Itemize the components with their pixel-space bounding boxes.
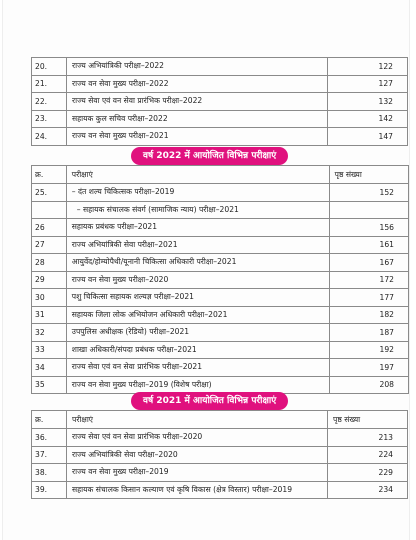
row-number: 22.	[32, 93, 67, 111]
row-number: 24.	[32, 128, 67, 146]
table-row	[32, 359, 409, 377]
row-page: 152	[329, 184, 408, 202]
col-header-num: क्र.	[32, 411, 67, 429]
row-title: राज्य सेवा एवं वन सेवा प्रारंभिक परीक्षा–2020	[67, 429, 328, 447]
row-title: राज्य वन सेवा मुख्य परीक्षा–2021	[67, 128, 328, 146]
table-row	[32, 110, 408, 128]
row-title: सहायक कुल सचिव परीक्षा–2022	[67, 110, 328, 128]
row-title: पशु चिकित्सा सहायक शल्यज्ञ परीक्षा–2021	[66, 289, 329, 307]
table-row	[32, 75, 408, 93]
table-row	[32, 324, 409, 342]
row-title: राज्य अभियांत्रिकी परीक्षा–2022	[67, 58, 328, 76]
row-page	[329, 201, 408, 219]
table-header-row	[32, 411, 408, 429]
row-page: 182	[329, 306, 408, 324]
table-row	[32, 184, 409, 202]
row-number: 36.	[32, 429, 67, 447]
col-header-num: क्र.	[32, 166, 67, 184]
row-title: राज्य वन सेवा मुख्य परीक्षा–2020	[66, 271, 329, 289]
col-header-title: परीक्षाएं	[67, 411, 328, 429]
row-number: 20.	[32, 58, 67, 76]
row-title: सहायक जिला लोक अभियोजन अधिकारी परीक्षा–2021	[66, 306, 329, 324]
section-heading-2021: वर्ष 2021 में आयोजित विभिन्न परीक्षाएं	[131, 392, 288, 410]
table-row	[32, 271, 409, 289]
row-page: 122	[328, 58, 408, 76]
row-page: 132	[328, 93, 408, 111]
row-page: 161	[329, 236, 408, 254]
row-title: उपपुलिस अधीक्षक (रेडियो) परीक्षा–2021	[66, 324, 329, 342]
row-page: 156	[329, 219, 408, 237]
row-number	[32, 201, 67, 219]
row-number: 29	[32, 271, 67, 289]
row-page: 197	[329, 359, 408, 377]
row-number: 30	[32, 289, 67, 307]
col-header-page: पृष्ठ संख्या	[328, 411, 408, 429]
row-number: 34	[32, 359, 67, 377]
table-row	[32, 254, 409, 272]
row-number: 38.	[32, 464, 67, 482]
row-page: 167	[329, 254, 408, 272]
table-row	[32, 289, 409, 307]
table-row	[32, 58, 408, 76]
table-row	[32, 464, 408, 482]
row-number: 37.	[32, 446, 67, 464]
row-title: शाखा अधिकारी/संपदा प्रबंधक परीक्षा–2021	[66, 341, 329, 359]
row-number: 31	[32, 306, 67, 324]
col-header-page: पृष्ठ संख्या	[329, 166, 408, 184]
row-title: सहायक प्रबंधक परीक्षा–2021	[66, 219, 329, 237]
row-page: 177	[329, 289, 408, 307]
row-page: 147	[328, 128, 408, 146]
toc-table-2022	[31, 165, 409, 394]
row-page: 127	[328, 75, 408, 93]
row-page: 187	[329, 324, 408, 342]
row-page: 172	[329, 271, 408, 289]
row-title: आयुर्वेद/होम्योपैथी/यूनानी चिकित्सा अधिकारी परीक्षा–2021	[66, 254, 329, 272]
toc-table-top	[31, 57, 408, 146]
table-row	[32, 429, 408, 447]
table-row	[32, 306, 409, 324]
row-title: राज्य सेवा एवं वन सेवा प्रारंभिक परीक्षा–2022	[67, 93, 328, 111]
table-row	[32, 446, 408, 464]
row-title: राज्य अभियांत्रिकी सेवा परीक्षा–2021	[66, 236, 329, 254]
toc-table-2021	[31, 410, 408, 499]
row-page: 229	[328, 464, 408, 482]
row-title: राज्य अभियांत्रिकी सेवा परीक्षा–2020	[67, 446, 328, 464]
row-number: 28	[32, 254, 67, 272]
row-title: राज्य वन सेवा मुख्य परीक्षा–2022	[67, 75, 328, 93]
row-number: 21.	[32, 75, 67, 93]
table-row	[32, 93, 408, 111]
table-row	[32, 481, 408, 499]
row-page: 208	[329, 376, 408, 394]
table-row	[32, 341, 409, 359]
row-number: 26	[32, 219, 67, 237]
row-title: राज्य वन सेवा मुख्य परीक्षा–2019 (विशेष परीक्षा)	[66, 376, 329, 394]
row-number: 25.	[32, 184, 67, 202]
table-row	[32, 128, 408, 146]
row-page: 142	[328, 110, 408, 128]
col-header-title: परीक्षाएं	[66, 166, 329, 184]
row-page: 234	[328, 481, 408, 499]
row-number: 27	[32, 236, 67, 254]
table-header-row	[32, 166, 409, 184]
section-heading-2022: वर्ष 2022 में आयोजित विभिन्न परीक्षाएं	[131, 147, 288, 165]
row-number: 23.	[32, 110, 67, 128]
row-number: 33	[32, 341, 67, 359]
row-title: – दंत शल्य चिकित्सक परीक्षा–2019	[66, 184, 329, 202]
row-title: सहायक संचालक किसान कल्याण एवं कृषि विकास (क्षेत्र विस्तार) परीक्षा–2019	[67, 481, 328, 499]
row-page: 224	[328, 446, 408, 464]
table-row	[32, 219, 409, 237]
table-row	[32, 236, 409, 254]
table-row	[32, 201, 409, 219]
document-page	[3, 0, 409, 540]
row-title: राज्य वन सेवा मुख्य परीक्षा–2019	[67, 464, 328, 482]
row-number: 35	[32, 376, 67, 394]
row-page: 192	[329, 341, 408, 359]
row-number: 39.	[32, 481, 67, 499]
row-title: राज्य सेवा एवं वन सेवा प्रारंभिक परीक्षा–2021	[66, 359, 329, 377]
row-page: 213	[328, 429, 408, 447]
row-title: – सहायक संचालक संवर्ग (सामाजिक न्याय) परीक्षा–2021	[66, 201, 329, 219]
table-row	[32, 376, 409, 394]
row-number: 32	[32, 324, 67, 342]
